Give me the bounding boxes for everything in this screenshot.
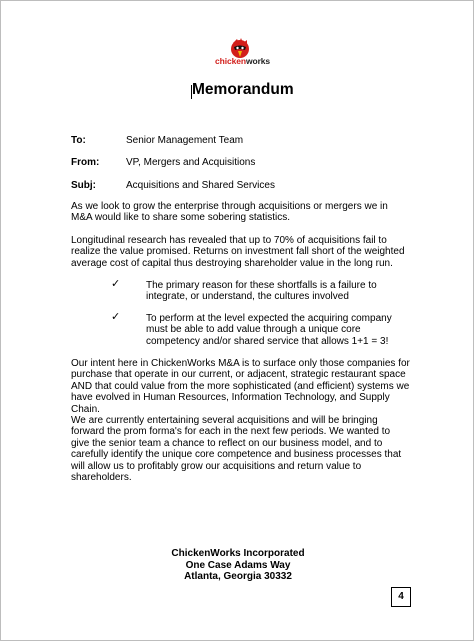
paragraph-acquisitions: We are currently entertaining several acquisitions and will be bringing forward the prom forma's for each in the next few periods. We wanted to give the senior team a chance to reflect on our business model, and to carefully identify the unique core competence and business processes that will allow us to profitably grow our acquisitions and return value to shareholders. (71, 415, 402, 484)
paragraph-intent: Our intent here in ChickenWorks M&A is to surface only those companies for purchase that operate in our current, or adjacent, strategic restaurant space AND that could value from the more sophisticated (and efficient) systems we have evolved in Human Resources, Information Technology, and Supply Chain. (71, 358, 410, 415)
memo-title: Memorandum (192, 81, 294, 98)
company-address (151, 548, 325, 583)
subj-value: Acquisitions and Shared Services (126, 180, 275, 191)
to-label: To: (71, 135, 86, 146)
checkmark-icon: ✓ (111, 278, 121, 290)
bullet-text: The primary reason for these shortfalls is a failure to integrate, or understand, the cultures involved (146, 280, 377, 303)
logo-wordmark: chickenworks (215, 56, 271, 66)
city-state-zip: Atlanta, Georgia 30332 (184, 571, 292, 582)
chickenworks-logo (215, 37, 271, 69)
subj-label: Subj: (71, 180, 96, 191)
street-address: One Case Adams Way (185, 559, 291, 571)
from-value: VP, Mergers and Acquisitions (126, 157, 256, 168)
paragraph-intro: As we look to grow the enterprise through acquisitions or mergers we in M&A would like to share some sobering statistics. (71, 201, 388, 224)
to-value: Senior Management Team (126, 135, 244, 146)
bullet-text: To perform at the level expected the acquiring company must be able to add value through a unique core competency and/or shared service that allows 1+1 = 3! (146, 313, 392, 347)
checkmark-icon: ✓ (111, 311, 121, 323)
paragraph-research: Longitudinal research has revealed that up to 70% of acquisitions fail to realize the value promised. Returns on investment fall short of the weighted average cost of capital thus destroying shareholder value in the long run. (71, 235, 405, 269)
from-label: From: (71, 157, 100, 168)
company-name: ChickenWorks Incorporated (171, 548, 305, 559)
page-number: 4 (391, 587, 411, 607)
